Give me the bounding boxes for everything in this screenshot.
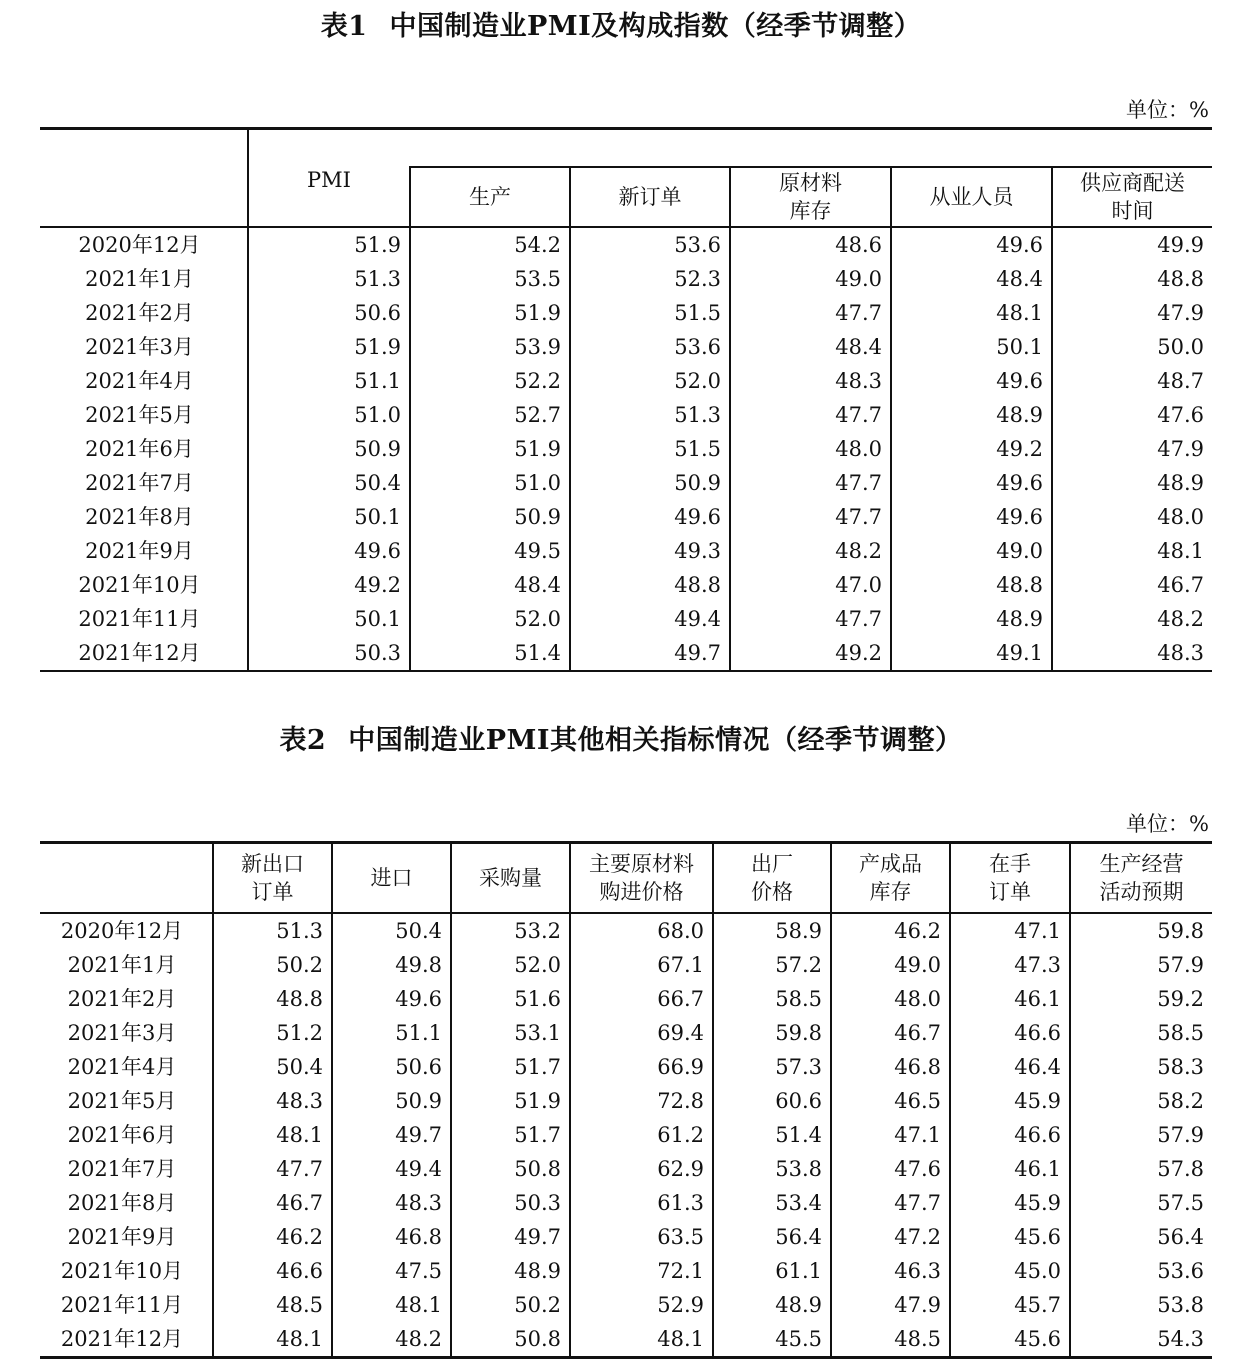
table-row — [40, 982, 1212, 1016]
table2-header-col-4-line2: 购进价格 — [599, 879, 684, 904]
table-cell-value: 46.6 — [213, 1254, 332, 1288]
table-row — [40, 1152, 1212, 1186]
row-month-label: 2021年3月 — [67, 1020, 177, 1045]
table-cell-value: 52.0 — [570, 364, 730, 398]
row-month-label: 2021年8月 — [85, 505, 194, 529]
table-cell-value: 48.8 — [570, 568, 730, 602]
table2-header-col-1-line2: 订单 — [251, 879, 294, 904]
table2-header-col-7 — [950, 843, 1070, 913]
table-cell-value: 72.8 — [570, 1084, 713, 1118]
table-row — [40, 227, 1212, 262]
table1-header-employment: 从业人员 — [891, 167, 1052, 227]
table-cell-value: 57.9 — [1070, 948, 1212, 982]
table2-title — [0, 718, 1242, 757]
table2-header-col-4 — [570, 843, 713, 913]
table1-header-delivery-line1: 供应商配送 — [1080, 171, 1185, 195]
table-cell-value: 48.4 — [410, 568, 570, 602]
table-row — [40, 1254, 1212, 1288]
table-cell-value: 54.2 — [410, 227, 570, 262]
table-cell-value: 53.6 — [570, 227, 730, 262]
table-cell-value: 51.9 — [410, 432, 570, 466]
table1-header — [40, 129, 1212, 228]
table-cell-value: 53.2 — [451, 913, 570, 948]
row-month-label: 2021年4月 — [67, 1054, 177, 1079]
row-month-label: 2021年3月 — [85, 335, 194, 359]
table-cell-value: 48.6 — [730, 227, 891, 262]
table2-header-col-6 — [831, 843, 950, 913]
table-cell-value: 52.0 — [451, 948, 570, 982]
table-cell-value: 47.2 — [831, 1220, 950, 1254]
row-month-label: 2021年10月 — [78, 573, 201, 597]
table1-header-raw-inventory-line1: 原材料 — [779, 171, 842, 195]
table-cell-value: 49.0 — [891, 534, 1052, 568]
table2-header-col-7-line2: 订单 — [989, 879, 1031, 904]
table-cell-value: 50.9 — [248, 432, 410, 466]
table-cell-value: 50.2 — [451, 1288, 570, 1322]
table-cell-value: 45.9 — [950, 1186, 1070, 1220]
table-cell-value: 51.3 — [570, 398, 730, 432]
table-cell-value: 51.9 — [248, 330, 410, 364]
table-cell-value: 45.6 — [950, 1322, 1070, 1358]
table-cell-value: 49.5 — [410, 534, 570, 568]
table-cell-value: 50.2 — [213, 948, 332, 982]
table-cell-value: 46.1 — [950, 1152, 1070, 1186]
row-month-label: 2021年5月 — [67, 1088, 177, 1113]
table-cell-value: 51.6 — [451, 982, 570, 1016]
row-month-label: 2021年10月 — [60, 1258, 184, 1283]
table2-header-col-5-line1: 出厂 — [751, 851, 793, 876]
table-row — [40, 1186, 1212, 1220]
table-cell-value: 57.5 — [1070, 1186, 1212, 1220]
table-row — [40, 398, 1212, 432]
table-cell-value: 50.1 — [248, 500, 410, 534]
table-cell-value: 50.8 — [451, 1152, 570, 1186]
table-cell-value: 45.9 — [950, 1084, 1070, 1118]
table-cell-value: 50.6 — [332, 1050, 451, 1084]
table-cell-value: 50.8 — [451, 1322, 570, 1358]
row-month-label: 2021年7月 — [67, 1156, 177, 1181]
table1-pmi-components — [40, 127, 1212, 672]
table2-header-col-6-line1: 产成品 — [859, 851, 922, 876]
row-month-label: 2020年12月 — [60, 918, 184, 943]
table-cell-value: 45.5 — [713, 1322, 831, 1358]
row-month-label: 2021年8月 — [67, 1190, 177, 1215]
row-month-label: 2021年6月 — [85, 437, 194, 461]
table-cell-value: 72.1 — [570, 1254, 713, 1288]
table2-header-col-3-line1: 采购量 — [479, 865, 542, 890]
table-cell-value: 48.9 — [891, 398, 1052, 432]
table-cell-value: 51.3 — [248, 262, 410, 296]
table-cell-value: 51.1 — [248, 364, 410, 398]
table-cell-value: 48.1 — [332, 1288, 451, 1322]
table-cell-value: 46.1 — [950, 982, 1070, 1016]
table-cell-value: 49.2 — [248, 568, 410, 602]
table-cell-value: 56.4 — [1070, 1220, 1212, 1254]
table-cell-value: 49.9 — [1052, 227, 1212, 262]
table-cell-value: 46.3 — [831, 1254, 950, 1288]
table2-title-number: 表2 — [279, 725, 327, 756]
table-cell-value: 54.3 — [1070, 1322, 1212, 1358]
table-cell-value: 48.2 — [730, 534, 891, 568]
table-cell-value: 48.2 — [1052, 602, 1212, 636]
table-cell-value: 50.6 — [248, 296, 410, 330]
table-row — [40, 1322, 1212, 1358]
table-cell-value: 48.9 — [891, 602, 1052, 636]
table-cell-value: 49.4 — [332, 1152, 451, 1186]
table-cell-value: 50.1 — [248, 602, 410, 636]
table2-header-col-8 — [1070, 843, 1212, 913]
table-cell-value: 52.0 — [410, 602, 570, 636]
table-cell-value: 51.4 — [713, 1118, 831, 1152]
table-cell-value: 48.1 — [213, 1118, 332, 1152]
table-cell-value: 58.3 — [1070, 1050, 1212, 1084]
table2-header-col-5 — [713, 843, 831, 913]
table-row — [40, 466, 1212, 500]
table-cell-value: 51.4 — [410, 636, 570, 671]
table2-header-col-4-line1: 主要原材料 — [589, 851, 694, 876]
table-row — [40, 1016, 1212, 1050]
table-cell-value: 46.8 — [831, 1050, 950, 1084]
table-row — [40, 364, 1212, 398]
table-cell-value: 48.2 — [332, 1322, 451, 1358]
table-row — [40, 948, 1212, 982]
table-cell-value: 49.0 — [831, 948, 950, 982]
table-cell-value: 53.4 — [713, 1186, 831, 1220]
table-cell-value: 48.8 — [1052, 262, 1212, 296]
table2-body — [40, 913, 1212, 1358]
table-cell-value: 46.2 — [213, 1220, 332, 1254]
table-row — [40, 1220, 1212, 1254]
table-cell-value: 46.4 — [950, 1050, 1070, 1084]
table2-header-col-2-line1: 进口 — [370, 865, 413, 890]
table-cell-value: 46.8 — [332, 1220, 451, 1254]
row-month-label: 2021年5月 — [85, 403, 194, 427]
table-row — [40, 568, 1212, 602]
table-cell-value: 48.4 — [730, 330, 891, 364]
table-cell-value: 48.1 — [570, 1322, 713, 1358]
row-month-label: 2021年12月 — [78, 641, 201, 665]
table-cell-value: 58.5 — [1070, 1016, 1212, 1050]
table-cell-value: 47.6 — [831, 1152, 950, 1186]
table-cell-value: 47.6 — [1052, 398, 1212, 432]
table-cell-value: 47.1 — [831, 1118, 950, 1152]
table-cell-value: 49.6 — [891, 500, 1052, 534]
table-cell-value: 62.9 — [570, 1152, 713, 1186]
table1-header-pmi: PMI — [248, 129, 410, 228]
table-cell-value: 48.4 — [891, 262, 1052, 296]
table-cell-value: 48.8 — [213, 982, 332, 1016]
table-cell-value: 49.7 — [332, 1118, 451, 1152]
table2-header — [40, 843, 1212, 913]
table-cell-value: 48.5 — [213, 1288, 332, 1322]
table-row — [40, 1084, 1212, 1118]
table1-header-production: 生产 — [410, 167, 570, 227]
table-cell-value: 50.4 — [213, 1050, 332, 1084]
table-cell-value: 48.3 — [332, 1186, 451, 1220]
table-cell-value: 46.2 — [831, 913, 950, 948]
table2-header-col-8-line2: 活动预期 — [1099, 879, 1184, 904]
table-cell-value: 47.1 — [950, 913, 1070, 948]
table-cell-value: 48.0 — [1052, 500, 1212, 534]
table-cell-value: 53.5 — [410, 262, 570, 296]
table-row — [40, 1118, 1212, 1152]
table-cell-value: 51.9 — [248, 227, 410, 262]
table-cell-value: 49.7 — [451, 1220, 570, 1254]
table1-header-new-orders: 新订单 — [570, 167, 730, 227]
row-month-label: 2021年4月 — [85, 369, 194, 393]
table2-header-col-6-line2: 库存 — [869, 879, 912, 904]
table-cell-value: 51.2 — [213, 1016, 332, 1050]
table2-header-col-1-line1: 新出口 — [241, 851, 304, 876]
table-cell-value: 63.5 — [570, 1220, 713, 1254]
table-cell-value: 48.9 — [713, 1288, 831, 1322]
table-cell-value: 49.7 — [570, 636, 730, 671]
table-cell-value: 51.9 — [451, 1084, 570, 1118]
table-cell-value: 47.7 — [730, 296, 891, 330]
table-cell-value: 47.9 — [1052, 296, 1212, 330]
table-cell-value: 50.9 — [332, 1084, 451, 1118]
table-cell-value: 47.3 — [950, 948, 1070, 982]
table-cell-value: 57.9 — [1070, 1118, 1212, 1152]
table-cell-value: 48.3 — [1052, 636, 1212, 671]
table-row — [40, 913, 1212, 948]
table-cell-value: 53.6 — [570, 330, 730, 364]
table-cell-value: 59.8 — [1070, 913, 1212, 948]
table2-corner-cell — [40, 843, 213, 913]
table-cell-value: 52.2 — [410, 364, 570, 398]
table-cell-value: 50.4 — [248, 466, 410, 500]
table-row — [40, 432, 1212, 466]
table-cell-value: 49.6 — [891, 364, 1052, 398]
table-cell-value: 46.7 — [831, 1016, 950, 1050]
table-cell-value: 48.5 — [831, 1322, 950, 1358]
table-cell-value: 45.6 — [950, 1220, 1070, 1254]
table-cell-value: 46.5 — [831, 1084, 950, 1118]
table-cell-value: 48.3 — [730, 364, 891, 398]
row-month-label: 2021年9月 — [67, 1224, 177, 1249]
table2-header-col-2 — [332, 843, 451, 913]
table-cell-value: 48.0 — [730, 432, 891, 466]
row-month-label: 2021年1月 — [67, 952, 177, 977]
row-month-label: 2021年12月 — [60, 1326, 184, 1351]
table-cell-value: 47.7 — [730, 398, 891, 432]
table-cell-value: 52.3 — [570, 262, 730, 296]
table-cell-value: 48.1 — [213, 1322, 332, 1358]
table-cell-value: 61.1 — [713, 1254, 831, 1288]
table-cell-value: 53.8 — [1070, 1288, 1212, 1322]
table-cell-value: 50.9 — [570, 466, 730, 500]
table-row — [40, 500, 1212, 534]
table-row — [40, 330, 1212, 364]
table1-header-raw-inventory — [730, 167, 891, 227]
table-cell-value: 61.2 — [570, 1118, 713, 1152]
table-cell-value: 47.7 — [213, 1152, 332, 1186]
table-cell-value: 48.0 — [831, 982, 950, 1016]
table2-header-col-7-line1: 在手 — [989, 851, 1031, 876]
table1-unit-label: 单位：% — [1126, 98, 1209, 122]
row-month-label: 2021年11月 — [78, 607, 201, 631]
table-cell-value: 47.0 — [730, 568, 891, 602]
table2-title-text: 中国制造业PMI其他相关指标情况（经季节调整） — [348, 725, 963, 756]
table-cell-value: 47.7 — [730, 602, 891, 636]
table-cell-value: 53.9 — [410, 330, 570, 364]
table-cell-value: 57.8 — [1070, 1152, 1212, 1186]
table-cell-value: 49.2 — [891, 432, 1052, 466]
table1-title-number: 表1 — [320, 11, 368, 42]
table-cell-value: 51.0 — [248, 398, 410, 432]
table-cell-value: 48.8 — [891, 568, 1052, 602]
table-cell-value: 51.9 — [410, 296, 570, 330]
table-cell-value: 48.1 — [1052, 534, 1212, 568]
table-row — [40, 602, 1212, 636]
table1-title — [0, 4, 1242, 43]
table-cell-value: 52.7 — [410, 398, 570, 432]
table-cell-value: 49.6 — [891, 466, 1052, 500]
table1-body — [40, 227, 1212, 671]
table-cell-value: 66.9 — [570, 1050, 713, 1084]
table-cell-value: 46.6 — [950, 1118, 1070, 1152]
table-cell-value: 51.3 — [213, 913, 332, 948]
table-cell-value: 61.3 — [570, 1186, 713, 1220]
table-cell-value: 47.9 — [1052, 432, 1212, 466]
table-cell-value: 48.1 — [891, 296, 1052, 330]
table-cell-value: 56.4 — [713, 1220, 831, 1254]
table-row — [40, 534, 1212, 568]
table-row — [40, 636, 1212, 671]
table-cell-value: 48.9 — [1052, 466, 1212, 500]
table-cell-value: 46.6 — [950, 1016, 1070, 1050]
table-cell-value: 57.2 — [713, 948, 831, 982]
table-cell-value: 50.3 — [451, 1186, 570, 1220]
table-cell-value: 50.3 — [248, 636, 410, 671]
table-cell-value: 51.1 — [332, 1016, 451, 1050]
table-cell-value: 58.5 — [713, 982, 831, 1016]
table-row — [40, 296, 1212, 330]
table-cell-value: 47.7 — [730, 500, 891, 534]
table-cell-value: 58.2 — [1070, 1084, 1212, 1118]
table1-header-raw-inventory-line2: 库存 — [789, 199, 832, 223]
row-month-label: 2021年2月 — [85, 301, 194, 325]
table-cell-value: 53.1 — [451, 1016, 570, 1050]
table-cell-value: 59.2 — [1070, 982, 1212, 1016]
table-cell-value: 47.7 — [831, 1186, 950, 1220]
table-cell-value: 50.1 — [891, 330, 1052, 364]
table-cell-value: 47.5 — [332, 1254, 451, 1288]
table-cell-value: 45.7 — [950, 1288, 1070, 1322]
row-month-label: 2021年6月 — [67, 1122, 177, 1147]
table-cell-value: 59.8 — [713, 1016, 831, 1050]
row-month-label: 2021年7月 — [85, 471, 194, 495]
table2-header-col-1 — [213, 843, 332, 913]
table-cell-value: 51.7 — [451, 1118, 570, 1152]
table-cell-value: 47.7 — [730, 466, 891, 500]
table2-other-indicators — [40, 841, 1212, 1359]
table-cell-value: 50.4 — [332, 913, 451, 948]
table-cell-value: 53.8 — [713, 1152, 831, 1186]
table-cell-value: 53.6 — [1070, 1254, 1212, 1288]
table-cell-value: 49.0 — [730, 262, 891, 296]
table-cell-value: 67.1 — [570, 948, 713, 982]
table-cell-value: 58.9 — [713, 913, 831, 948]
table2-header-col-5-line2: 价格 — [751, 879, 793, 904]
table-cell-value: 52.9 — [570, 1288, 713, 1322]
table-cell-value: 49.8 — [332, 948, 451, 982]
table-cell-value: 49.3 — [570, 534, 730, 568]
table-cell-value: 50.0 — [1052, 330, 1212, 364]
table-cell-value: 60.6 — [713, 1084, 831, 1118]
table2-header-col-3 — [451, 843, 570, 913]
table-cell-value: 49.6 — [248, 534, 410, 568]
table-cell-value: 51.5 — [570, 432, 730, 466]
table-row — [40, 1050, 1212, 1084]
row-month-label: 2021年1月 — [85, 267, 194, 291]
table-cell-value: 57.3 — [713, 1050, 831, 1084]
table-cell-value: 49.4 — [570, 602, 730, 636]
table2-unit-label: 单位：% — [1126, 812, 1209, 836]
row-month-label: 2020年12月 — [78, 233, 201, 257]
table1-corner-cell — [40, 129, 248, 228]
table-cell-value: 49.6 — [332, 982, 451, 1016]
table2-header-col-8-line1: 生产经营 — [1099, 851, 1184, 876]
row-month-label: 2021年11月 — [60, 1292, 184, 1317]
table-cell-value: 48.7 — [1052, 364, 1212, 398]
table-cell-value: 49.6 — [570, 500, 730, 534]
table-cell-value: 49.1 — [891, 636, 1052, 671]
table-cell-value: 49.2 — [730, 636, 891, 671]
table-cell-value: 49.6 — [891, 227, 1052, 262]
table-cell-value: 48.3 — [213, 1084, 332, 1118]
table1-header-delivery — [1052, 167, 1212, 227]
table1-title-text: 中国制造业PMI及构成指数（经季节调整） — [389, 11, 922, 42]
row-month-label: 2021年2月 — [67, 986, 177, 1011]
table-cell-value: 45.0 — [950, 1254, 1070, 1288]
row-month-label: 2021年9月 — [85, 539, 194, 563]
table-cell-value: 48.9 — [451, 1254, 570, 1288]
table-cell-value: 51.5 — [570, 296, 730, 330]
table-cell-value: 51.0 — [410, 466, 570, 500]
table-cell-value: 66.7 — [570, 982, 713, 1016]
table-row — [40, 1288, 1212, 1322]
table-cell-value: 46.7 — [1052, 568, 1212, 602]
table-cell-value: 46.7 — [213, 1186, 332, 1220]
table-row — [40, 262, 1212, 296]
table-cell-value: 50.9 — [410, 500, 570, 534]
table-cell-value: 68.0 — [570, 913, 713, 948]
table1-header-delivery-line2: 时间 — [1111, 199, 1154, 223]
table1-header-spacer — [410, 129, 1212, 168]
table-cell-value: 51.7 — [451, 1050, 570, 1084]
table-cell-value: 47.9 — [831, 1288, 950, 1322]
table-cell-value: 69.4 — [570, 1016, 713, 1050]
